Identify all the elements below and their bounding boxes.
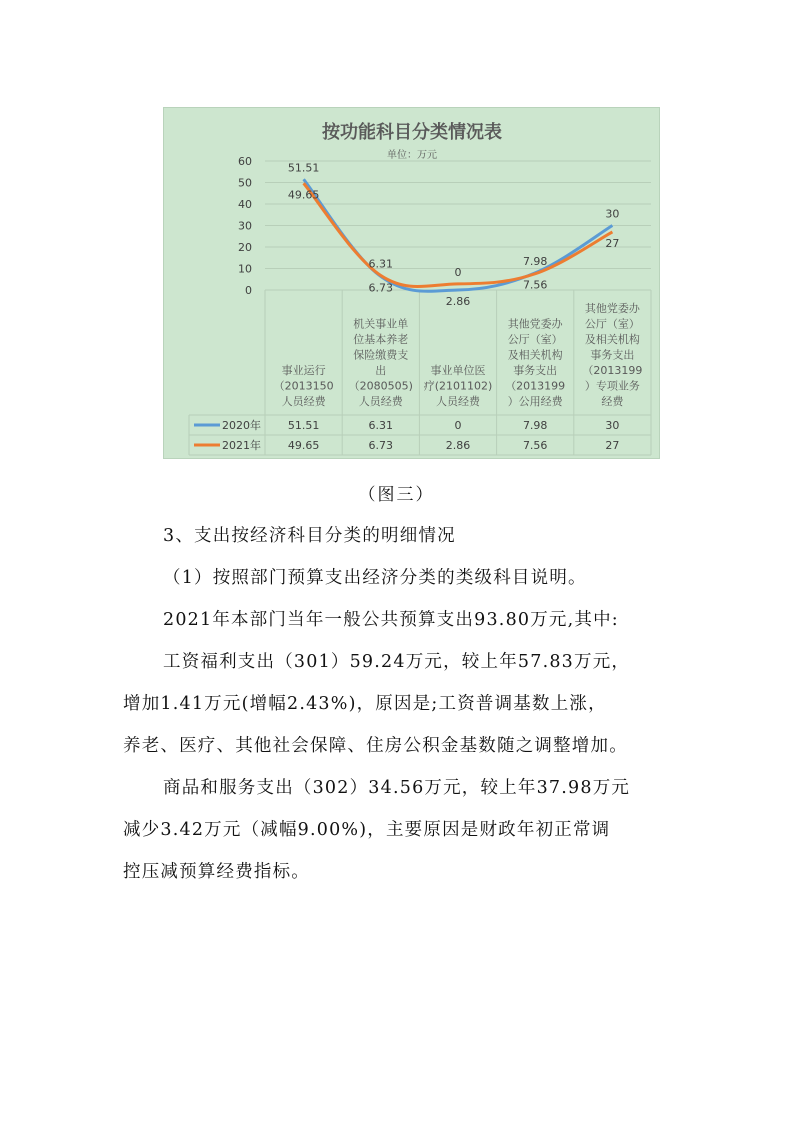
table-value-0-3: 7.98 [522,419,548,432]
y-tick-label-3: 30 [238,219,252,233]
category-label-1-line-4: （2080505) [348,379,413,393]
y-tick-label-6: 60 [238,155,252,168]
category-label-1-line-5: 人员经费 [358,395,403,408]
table-value-0-4: 30 [605,419,620,432]
category-label-4-line-3: 事务支出 [590,348,635,362]
legend-label-1: 2021年 [222,439,261,452]
category-label-3-line-3: 及相关机构 [507,348,563,362]
function-category-chart [163,107,660,459]
y-tick-label-2: 20 [238,241,252,254]
category-label-4-line-1: 公厅（室） [584,317,640,331]
paragraph-3-line-3: 养老、医疗、其他社会保障、住房公积金基数随之调整增加。 [123,736,628,756]
table-value-0-0: 51.51 [287,419,320,432]
table-value-0-2: 0 [454,419,462,432]
category-label-3-line-4: 事务支出 [513,364,558,377]
table-value-1-0: 49.65 [287,439,320,452]
paragraph-4-line-3: 控压减预算经费指标。 [123,862,310,882]
table-value-1-1: 6.73 [368,439,394,452]
paragraph-3-line-1: 工资福利支出（301）59.24万元，较上年57.83万元， [163,652,631,672]
paragraph-3-line-2: 增加1.41万元(增幅2.43%)，原因是;工资普调基数上涨， [123,694,607,714]
y-tick-label-4: 40 [238,198,252,211]
data-label-2020-3: 7.98 [522,254,548,268]
category-label-2-line-2: 事业单位医 [430,364,486,377]
category-label-3-line-5: （2013199 [505,379,566,393]
category-label-2-line-3: 疗(2101102) [423,379,493,393]
category-label-4-line-4: （2013199 [582,364,643,377]
category-label-0-line-2: 事业运行 [281,364,326,377]
category-label-3-line-2: 公厅（室） [507,333,563,346]
data-label-2020-1: 6.31 [368,257,394,271]
paragraph-4-line-1: 商品和服务支出（302）34.56万元，较上年37.98万元 [163,778,631,798]
y-tick-label-1: 10 [238,262,252,276]
category-label-0-line-4: 人员经费 [281,395,326,408]
paragraph-1: （1）按照部门预算支出经济分类的类级科目说明。 [163,568,587,588]
category-label-4-line-0: 其他党委办 [584,302,640,315]
paragraph-4-line-2: 减少3.42万元（减幅9.00%)，主要原因是财政年初正常调 [123,820,611,840]
table-value-1-4: 27 [605,439,620,452]
category-label-1-line-0: 机关事业单 [353,317,409,331]
legend-label-0: 2020年 [222,419,261,432]
category-label-3-line-1: 其他党委办 [507,317,563,331]
data-label-2021-3: 7.56 [522,278,548,292]
line-chart-svg [164,108,661,460]
table-value-1-2: 2.86 [445,439,471,452]
category-label-4-line-5: ）专项业务 [584,379,640,393]
data-label-2020-2: 0 [454,265,462,279]
data-label-2020-4: 30 [605,207,620,221]
data-label-2021-4: 27 [605,236,620,250]
data-label-2021-1: 6.73 [368,281,394,295]
section-heading: 3、支出按经济科目分类的明细情况 [163,526,456,546]
category-label-1-line-1: 位基本养老 [353,333,409,346]
category-label-4-line-6: 经费 [601,395,624,408]
category-label-3-line-6: ）公用经费 [507,395,563,408]
category-label-1-line-3: 出 [375,364,387,377]
chart-title: 按功能科目分类情况表 [322,122,502,143]
category-label-1-line-2: 保险缴费支 [353,348,409,362]
category-label-2-line-4: 人员经费 [436,395,480,408]
paragraph-2: 2021年本部门当年一般公共预算支出93.80万元,其中: [163,610,619,630]
figure-caption: （图三） [358,485,435,505]
data-label-2020-0: 51.51 [287,161,320,175]
y-tick-label-5: 50 [238,176,252,190]
category-label-4-line-2: 及相关机构 [584,333,640,346]
data-label-2021-0: 49.65 [287,188,320,202]
table-value-0-1: 6.31 [368,419,394,432]
y-tick-label-0: 0 [245,284,252,297]
category-label-0-line-3: （2013150 [273,379,334,393]
data-label-2021-2: 2.86 [445,295,471,308]
table-value-1-3: 7.56 [522,439,548,452]
chart-subtitle: 单位：万元 [387,150,437,161]
